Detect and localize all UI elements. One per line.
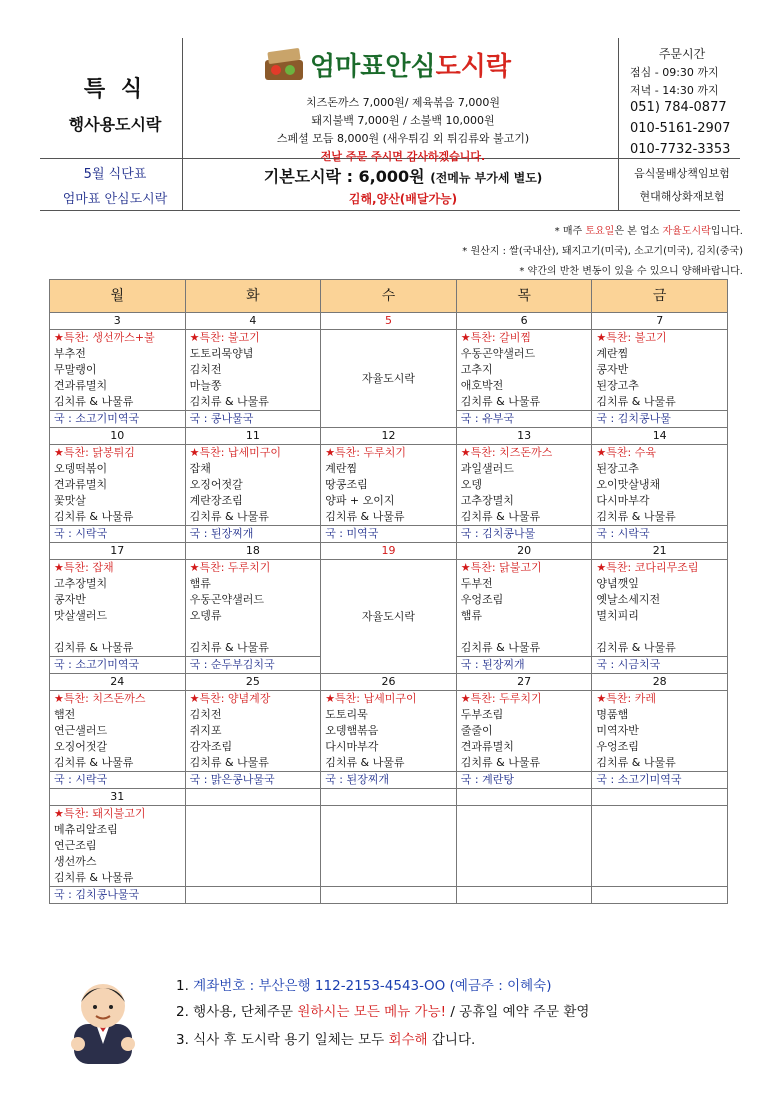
soup-row <box>50 772 728 789</box>
order-notice: 전날 주문 주시면 감사하겠습니다. <box>320 150 486 163</box>
basic-price-text: 기본도시락 : 6,000원 <box>263 167 425 186</box>
special-dish: ★특찬: 납세미구이 <box>185 445 321 462</box>
side-dish: 다시마부각 <box>321 739 457 755</box>
side-dish: 견과류멸치 <box>50 477 186 493</box>
day-header: 화 <box>185 280 321 313</box>
empty-cell <box>321 822 457 838</box>
phone-number: 010-5161-2907 <box>630 121 731 136</box>
date-cell: 3 <box>50 313 186 330</box>
side-dish: 무말랭이 <box>50 362 186 378</box>
soup-cell: 국 : 시락국 <box>50 526 186 543</box>
menu-row <box>50 854 728 870</box>
side-dish: 견과류멸치 <box>456 739 592 755</box>
soup-cell: 국 : 콩나물국 <box>185 411 321 428</box>
note-change: * 약간의 반찬 변동이 있을 수 있으니 양해바랍니다. <box>519 266 743 277</box>
side-dish: 김치류 & 나물류 <box>592 755 728 772</box>
empty-cell <box>592 887 728 904</box>
date-cell: 21 <box>592 543 728 560</box>
lunchbox-icon <box>262 46 306 84</box>
empty-cell <box>592 822 728 838</box>
side-dish: 도토리묵 <box>321 707 457 723</box>
side-dish: 연근샐러드 <box>50 723 186 739</box>
special-dish: ★특찬: 수육 <box>592 445 728 462</box>
side-dish: 김치류 & 나물류 <box>456 640 592 657</box>
delivery-area: 김해,양산(배달가능) <box>348 192 458 206</box>
side-dish: 계란장조림 <box>185 493 321 509</box>
side-dish: 멸치피리 <box>592 608 728 624</box>
soup-row <box>50 887 728 904</box>
side-dish: 햄전 <box>50 707 186 723</box>
price-line: 스페셜 모듬 8,000원 (새우튀김 외 튀김류와 불고기) <box>276 132 530 145</box>
bank-account: 1. 계좌번호 : 부산은행 112-2153-4543-OO (예금주 : 이혜숙) <box>176 978 552 994</box>
soup-cell: 국 : 유부국 <box>456 411 592 428</box>
side-dish: 김치류 & 나물류 <box>456 509 592 526</box>
special-dish: ★특찬: 닭봉튀김 <box>50 445 186 462</box>
menu-row <box>50 461 728 477</box>
side-dish: 김치전 <box>185 707 321 723</box>
menu-row <box>50 838 728 854</box>
day-header: 수 <box>321 280 457 313</box>
soup-cell: 국 : 소고기미역국 <box>592 772 728 789</box>
soup-cell: 국 : 김치콩나물 <box>592 411 728 428</box>
soup-cell: 국 : 된장찌개 <box>185 526 321 543</box>
side-dish: 옛날소세지전 <box>592 592 728 608</box>
soup-cell: 국 : 순두부김치국 <box>185 657 321 674</box>
day-header: 금 <box>592 280 728 313</box>
side-dish <box>185 624 321 640</box>
side-dish: 우동곤약샐러드 <box>185 592 321 608</box>
special-dish: ★특찬: 잡채 <box>50 560 186 577</box>
special-dish: ★특찬: 불고기 <box>592 330 728 347</box>
menu-row <box>50 870 728 887</box>
date-row <box>50 543 728 560</box>
special-dish: ★특찬: 코다리무조림 <box>592 560 728 577</box>
empty-cell <box>185 838 321 854</box>
empty-cell <box>456 887 592 904</box>
date-row <box>50 674 728 691</box>
menu-row <box>50 330 728 347</box>
date-cell <box>456 789 592 806</box>
side-dish: 콩자반 <box>50 592 186 608</box>
empty-cell <box>592 854 728 870</box>
date-row <box>50 428 728 445</box>
soup-cell: 국 : 계란탕 <box>456 772 592 789</box>
side-dish: 김치류 & 나물류 <box>456 755 592 772</box>
empty-cell <box>185 854 321 870</box>
date-cell: 12 <box>321 428 457 445</box>
side-dish: 김치류 & 나물류 <box>50 755 186 772</box>
side-dish: 쥐지포 <box>185 723 321 739</box>
side-dish <box>50 624 186 640</box>
side-dish: 김치류 & 나물류 <box>185 755 321 772</box>
side-dish: 맛살샐러드 <box>50 608 186 624</box>
soup-row <box>50 526 728 543</box>
empty-cell <box>321 838 457 854</box>
self-service-cell: 자율도시락 <box>321 330 457 428</box>
special-dish: ★특찬: 양념계장 <box>185 691 321 708</box>
date-cell: 20 <box>456 543 592 560</box>
empty-cell <box>456 822 592 838</box>
container-return-info: 3. 식사 후 도시락 용기 일체는 모두 회수해 갑니다. <box>176 1032 476 1048</box>
side-dish: 고추장멸치 <box>50 576 186 592</box>
side-dish: 김치류 & 나물류 <box>185 509 321 526</box>
month-label: 5월 식단표 <box>83 167 147 182</box>
date-cell: 19 <box>321 543 457 560</box>
side-dish: 우엉조림 <box>456 592 592 608</box>
date-cell: 24 <box>50 674 186 691</box>
note-origin: * 원산지 : 쌀(국내산), 돼지고기(미국), 소고기(미국), 김치(중국) <box>462 246 743 257</box>
soup-cell: 국 : 된장찌개 <box>456 657 592 674</box>
side-dish: 생선까스 <box>50 854 186 870</box>
date-cell <box>592 789 728 806</box>
phone-number: 010-7732-3353 <box>630 142 731 157</box>
side-dish: 김치류 & 나물류 <box>50 640 186 657</box>
empty-cell <box>321 887 457 904</box>
side-dish: 두부전 <box>456 576 592 592</box>
side-dish: 오징어젓갈 <box>185 477 321 493</box>
side-dish: 햄류 <box>456 608 592 624</box>
date-cell <box>321 789 457 806</box>
price-line: 치즈돈까스 7,000원/ 제육볶음 7,000원 <box>305 96 501 109</box>
day-header: 목 <box>456 280 592 313</box>
soup-cell: 국 : 맑은콩나물국 <box>185 772 321 789</box>
header-subtitle: 행사용도시락 <box>68 115 162 134</box>
date-cell: 18 <box>185 543 321 560</box>
insurance-label: 음식물배상책임보험 <box>634 167 730 180</box>
side-dish: 김치류 & 나물류 <box>185 640 321 657</box>
phone-number: 051) 784-0877 <box>630 100 727 115</box>
side-dish: 오뎅류 <box>185 608 321 624</box>
date-cell: 27 <box>456 674 592 691</box>
side-dish: 김치류 & 나물류 <box>185 394 321 411</box>
side-dish: 땅콩조림 <box>321 477 457 493</box>
side-dish: 오이맛살냉채 <box>592 477 728 493</box>
header-title: 특 식 <box>83 77 147 102</box>
side-dish: 과일샐러드 <box>456 461 592 477</box>
date-cell <box>185 789 321 806</box>
menu-row <box>50 493 728 509</box>
side-dish: 부추전 <box>50 346 186 362</box>
side-dish: 김치류 & 나물류 <box>592 509 728 526</box>
soup-cell: 국 : 시락국 <box>592 526 728 543</box>
empty-cell <box>456 806 592 823</box>
empty-cell <box>321 870 457 887</box>
side-dish: 된장고추 <box>592 378 728 394</box>
soup-cell: 국 : 소고기미역국 <box>50 657 186 674</box>
date-cell: 25 <box>185 674 321 691</box>
empty-cell <box>185 870 321 887</box>
special-dish: ★특찬: 납세미구이 <box>321 691 457 708</box>
side-dish: 김치류 & 나물류 <box>50 394 186 411</box>
soup-cell: 국 : 김치콩나물 <box>456 526 592 543</box>
special-dish: ★특찬: 두루치기 <box>185 560 321 577</box>
date-cell: 17 <box>50 543 186 560</box>
empty-cell <box>321 854 457 870</box>
special-dish: ★특찬: 두루치기 <box>456 691 592 708</box>
side-dish: 꽃맛살 <box>50 493 186 509</box>
special-dish: ★특찬: 갈비찜 <box>456 330 592 347</box>
menu-row <box>50 707 728 723</box>
menu-row <box>50 739 728 755</box>
side-dish: 오징어젓갈 <box>50 739 186 755</box>
soup-cell: 국 : 소고기미역국 <box>50 411 186 428</box>
side-dish: 고추장멸치 <box>456 493 592 509</box>
side-dish: 메츄리알조림 <box>50 822 186 838</box>
side-dish: 양파 + 오이지 <box>321 493 457 509</box>
empty-cell <box>185 887 321 904</box>
menu-row <box>50 691 728 708</box>
menu-table <box>49 279 728 904</box>
menu-row <box>50 509 728 526</box>
day-header: 월 <box>50 280 186 313</box>
menu-row <box>50 755 728 772</box>
brand-logo <box>262 44 552 86</box>
date-cell: 5 <box>321 313 457 330</box>
special-dish: ★특찬: 카레 <box>592 691 728 708</box>
brand-name: 엄마표 안심도시락 <box>62 192 168 207</box>
menu-row <box>50 445 728 462</box>
menu-row <box>50 560 728 577</box>
lunch-deadline: 점심 - 09:30 까지 <box>630 66 719 79</box>
side-dish <box>456 624 592 640</box>
side-dish: 계란찜 <box>321 461 457 477</box>
soup-cell: 국 : 된장찌개 <box>321 772 457 789</box>
side-dish: 도토리묵양념 <box>185 346 321 362</box>
date-cell: 7 <box>592 313 728 330</box>
side-dish: 오뎅햄볶음 <box>321 723 457 739</box>
soup-cell: 국 : 시락국 <box>50 772 186 789</box>
soup-cell: 국 : 미역국 <box>321 526 457 543</box>
side-dish: 햄류 <box>185 576 321 592</box>
empty-cell <box>456 854 592 870</box>
side-dish: 미역자반 <box>592 723 728 739</box>
dinner-deadline: 저녁 - 14:30 까지 <box>630 84 719 97</box>
side-dish: 줄줄이 <box>456 723 592 739</box>
special-dish: ★특찬: 불고기 <box>185 330 321 347</box>
side-dish: 양념깻잎 <box>592 576 728 592</box>
side-dish: 김치류 & 나물류 <box>592 394 728 411</box>
side-dish: 감자조림 <box>185 739 321 755</box>
date-row <box>50 313 728 330</box>
menu-row <box>50 822 728 838</box>
date-cell: 11 <box>185 428 321 445</box>
side-dish <box>592 624 728 640</box>
basic-price-note: (전메뉴 부가세 별도) <box>430 171 543 185</box>
side-dish: 두부조림 <box>456 707 592 723</box>
side-dish: 다시마부각 <box>592 493 728 509</box>
empty-cell <box>592 838 728 854</box>
logo-text-accent: 도시락 <box>435 52 511 82</box>
empty-cell <box>592 870 728 887</box>
side-dish: 김치류 & 나물류 <box>592 640 728 657</box>
menu-row <box>50 723 728 739</box>
group-order-info: 2. 행사용, 단체주문 원하시는 모든 메뉴 가능! / 공휴일 예약 주문 환영 <box>176 1004 590 1020</box>
empty-cell <box>456 870 592 887</box>
side-dish: 김치전 <box>185 362 321 378</box>
side-dish: 된장고추 <box>592 461 728 477</box>
basic-price <box>186 164 620 187</box>
empty-cell <box>592 806 728 823</box>
note-saturday: * 매주 토요일은 본 업소 자율도시락입니다. <box>554 226 743 237</box>
price-line: 돼지불백 7,000원 / 소불백 10,000원 <box>311 114 495 127</box>
date-cell: 14 <box>592 428 728 445</box>
special-dish: ★특찬: 생선까스+불 <box>50 330 186 347</box>
special-dish: ★특찬: 닭불고기 <box>456 560 592 577</box>
side-dish: 계란찜 <box>592 346 728 362</box>
special-dish: ★특찬: 돼지불고기 <box>50 806 186 823</box>
side-dish: 김치류 & 나물류 <box>321 509 457 526</box>
date-cell: 13 <box>456 428 592 445</box>
side-dish: 애호박전 <box>456 378 592 394</box>
date-cell: 26 <box>321 674 457 691</box>
side-dish: 잡채 <box>185 461 321 477</box>
side-dish: 김치류 & 나물류 <box>50 509 186 526</box>
empty-cell <box>185 822 321 838</box>
side-dish: 우엉조림 <box>592 739 728 755</box>
date-cell: 10 <box>50 428 186 445</box>
empty-cell <box>456 838 592 854</box>
side-dish: 오뎅 <box>456 477 592 493</box>
logo-text-main: 엄마표안심 <box>310 52 436 82</box>
date-cell: 4 <box>185 313 321 330</box>
side-dish: 김치류 & 나물류 <box>456 394 592 411</box>
side-dish: 견과류멸치 <box>50 378 186 394</box>
special-dish: ★특찬: 치즈돈까스 <box>456 445 592 462</box>
empty-cell <box>321 806 457 823</box>
soup-cell: 국 : 김치콩나물국 <box>50 887 186 904</box>
menu-row <box>50 806 728 823</box>
order-time-title: 주문시간 <box>658 47 706 61</box>
side-dish: 우동곤약샐러드 <box>456 346 592 362</box>
date-cell: 28 <box>592 674 728 691</box>
side-dish: 오뎅떡볶이 <box>50 461 186 477</box>
empty-cell <box>185 806 321 823</box>
insurance-company: 현대해상화재보험 <box>639 190 725 203</box>
side-dish: 김치류 & 나물류 <box>50 870 186 887</box>
special-dish: ★특찬: 치즈돈까스 <box>50 691 186 708</box>
waiter-avatar-icon <box>64 974 142 1064</box>
self-service-cell: 자율도시락 <box>321 560 457 674</box>
side-dish: 명품햄 <box>592 707 728 723</box>
special-dish: ★특찬: 두루치기 <box>321 445 457 462</box>
soup-cell: 국 : 시금치국 <box>592 657 728 674</box>
side-dish: 마늘쫑 <box>185 378 321 394</box>
menu-row <box>50 477 728 493</box>
date-cell: 6 <box>456 313 592 330</box>
day-header-row <box>50 280 728 313</box>
side-dish: 콩자반 <box>592 362 728 378</box>
date-cell: 31 <box>50 789 186 806</box>
side-dish: 고추지 <box>456 362 592 378</box>
side-dish: 연근조림 <box>50 838 186 854</box>
date-row <box>50 789 728 806</box>
side-dish: 김치류 & 나물류 <box>321 755 457 772</box>
